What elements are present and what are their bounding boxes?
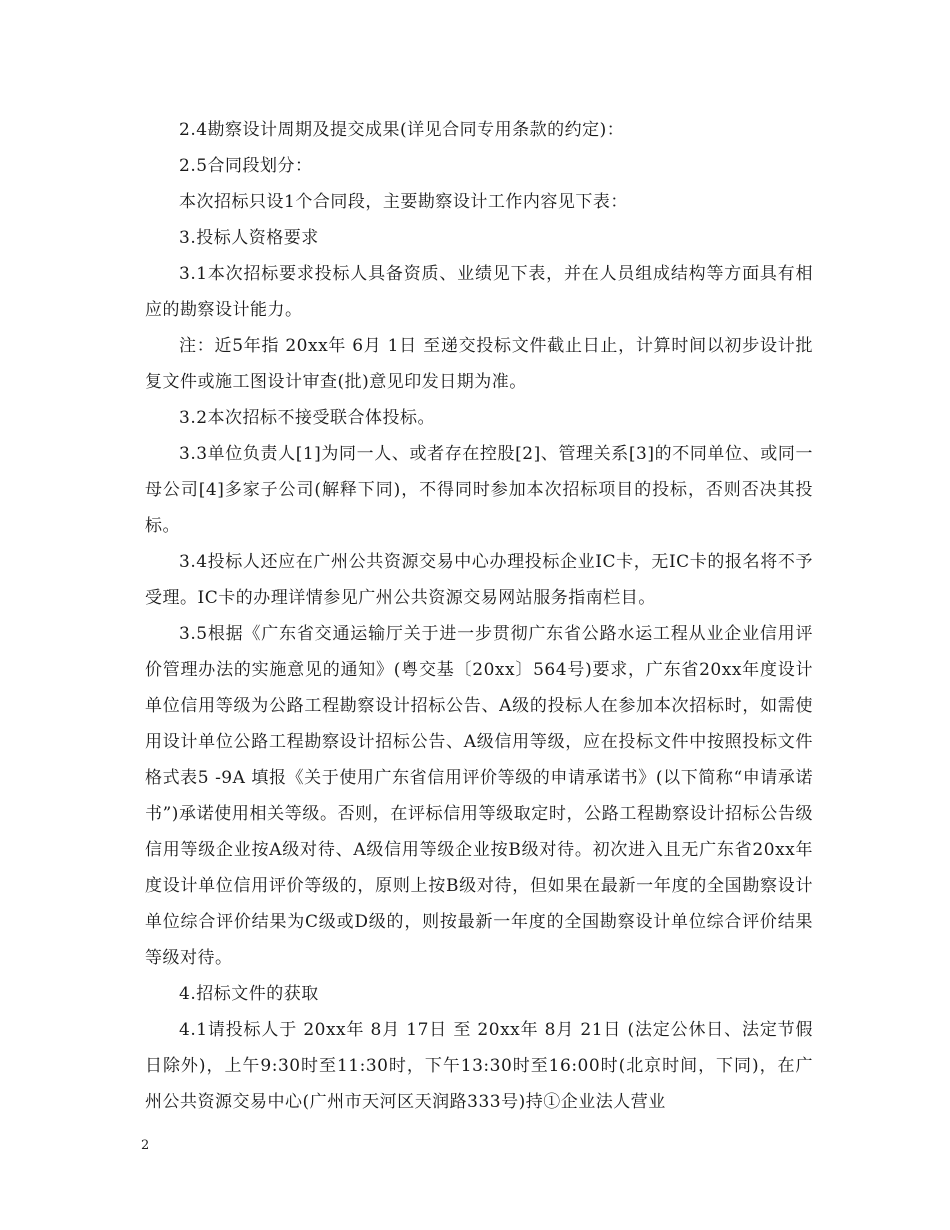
paragraph-3-3: 3.3单位负责人[1]为同一人、或者存在控股[2]、管理关系[3]的不同单位、或同一母公司[4]多家子公司(解释下同)，不得同时参加本次招标项目的投标，否则否决其投标。	[145, 444, 813, 536]
paragraph-3-5: 3.5根据《广东省交通运输厅关于进一步贯彻广东省公路水运工程从业企业信用评价管理办法的实施意见的通知》(粤交基〔20xx〕564号)要求，广东省20xx年度设计单位信用等级为公路工程勘察设计招标公告、A级的投标人在参加本次招标时，如需使用设计单位公路工程勘察设计招标公告、A级信用等级，应在投标文件中按照投标文件格式表5 -9A 填报《关于使用广东省信用评价等级的申请承诺书》(以下简称“申请承诺书”)承诺使用相关等级。否则，在评标信用等级取定时，公路工程勘察设计招标公告级信用等级企业按A级对待、A级信用等级企业按B级对待。初次进入且无广东省20xx年度设计单位信用评价等级的，原则上按B级对待，但如果在最新一年度的全国勘察设计单位综合评价结果为C级或D级的，则按最新一年度的全国勘察设计单位综合评价结果等级对待。	[145, 624, 813, 968]
heading-3-qualification: 3.投标人资格要求	[179, 228, 319, 248]
paragraph-2-4: 2.4勘察设计周期及提交成果(详见合同专用条款的约定)：	[179, 120, 625, 140]
paragraph-3-4: 3.4投标人还应在广州公共资源交易中心办理投标企业IC卡，无IC卡的报名将不予受理。IC卡的办理详情参见广州公共资源交易网站服务指南栏目。	[145, 552, 813, 608]
paragraph-contract-section: 本次招标只设1个合同段，主要勘察设计工作内容见下表：	[179, 192, 628, 212]
paragraph-3-2: 3.2本次招标不接受联合体投标。	[179, 408, 436, 428]
page-number: 2	[141, 1138, 150, 1153]
document-body	[145, 112, 813, 1120]
paragraph-3-1: 3.1本次招标要求投标人具备资质、业绩见下表，并在人员组成结构等方面具有相应的勘察设计能力。	[145, 264, 813, 320]
paragraph-4-1: 4.1请投标人于 20xx年 8月 17日 至 20xx年 8月 21日 (法定公休日、法定节假日除外)，上午9:30时至11:30时，下午13:30时至16:00时(北京时间，下同)，在广州公共资源交易中心(广州市天河区天润路333号)持①企业法人营业	[145, 1020, 813, 1112]
paragraph-note: 注：近5年指 20xx年 6月 1日 至递交投标文件截止日止，计算时间以初步设计批复文件或施工图设计审查(批)意见印发日期为准。	[145, 336, 813, 392]
paragraph-2-5: 2.5合同段划分：	[179, 156, 313, 176]
heading-4-documents: 4.招标文件的获取	[179, 984, 319, 1004]
